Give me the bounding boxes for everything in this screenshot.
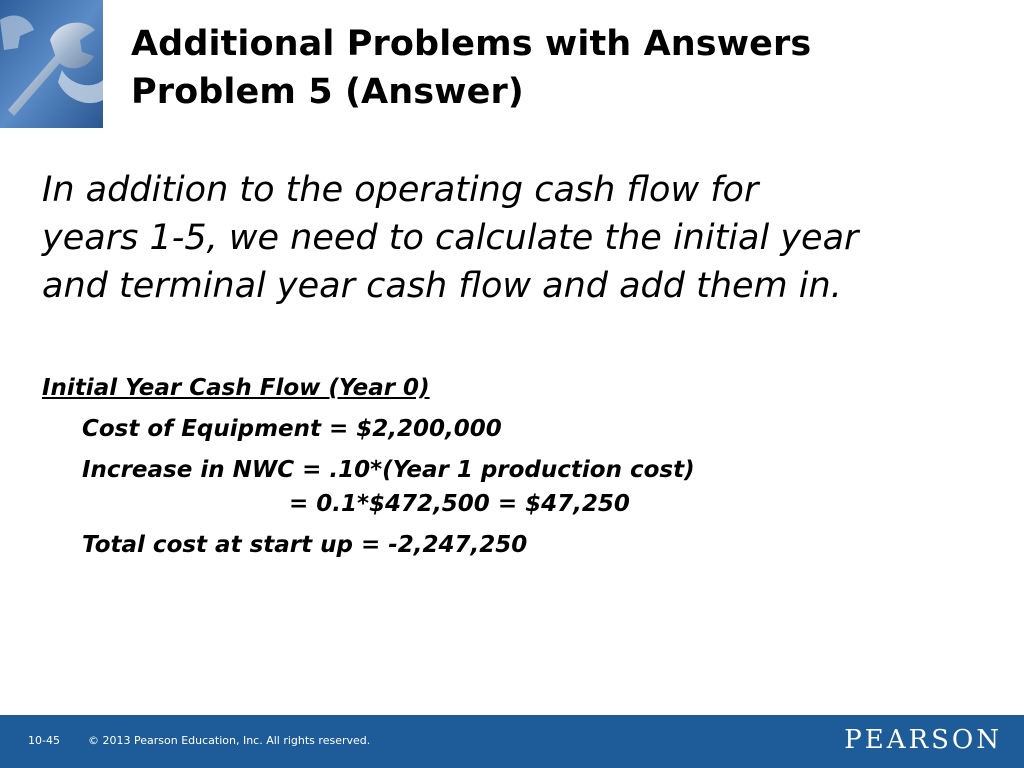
cost-of-equipment-line: Cost of Equipment = $2,200,000	[82, 416, 502, 442]
nwc-calculation-line: = 0.1*$472,500 = $47,250	[289, 491, 630, 517]
title-line-1: Additional Problems with Answers	[131, 24, 812, 64]
nwc-increase-line: Increase in NWC = .10*(Year 1 production cost)	[82, 457, 695, 483]
copyright-notice: © 2013 Pearson Education, Inc. All rights reserved.	[88, 734, 371, 747]
section-heading: Initial Year Cash Flow (Year 0)	[42, 375, 430, 401]
slide-title	[131, 20, 1011, 116]
intro-paragraph	[42, 166, 1012, 310]
total-cost-line: Total cost at start up = -2,247,250	[82, 532, 528, 558]
footer-bar	[0, 715, 1024, 768]
intro-line: and terminal year cash flow and add them in.	[42, 266, 842, 306]
pearson-logo: PEARSON	[844, 725, 1002, 755]
intro-line: years 1-5, we need to calculate the initial year	[42, 218, 859, 258]
title-line-2: Problem 5 (Answer)	[131, 72, 524, 112]
intro-line: In addition to the operating cash flow for	[42, 170, 759, 210]
slide-number: 10-45	[28, 734, 60, 747]
wrench-icon	[0, 0, 103, 128]
